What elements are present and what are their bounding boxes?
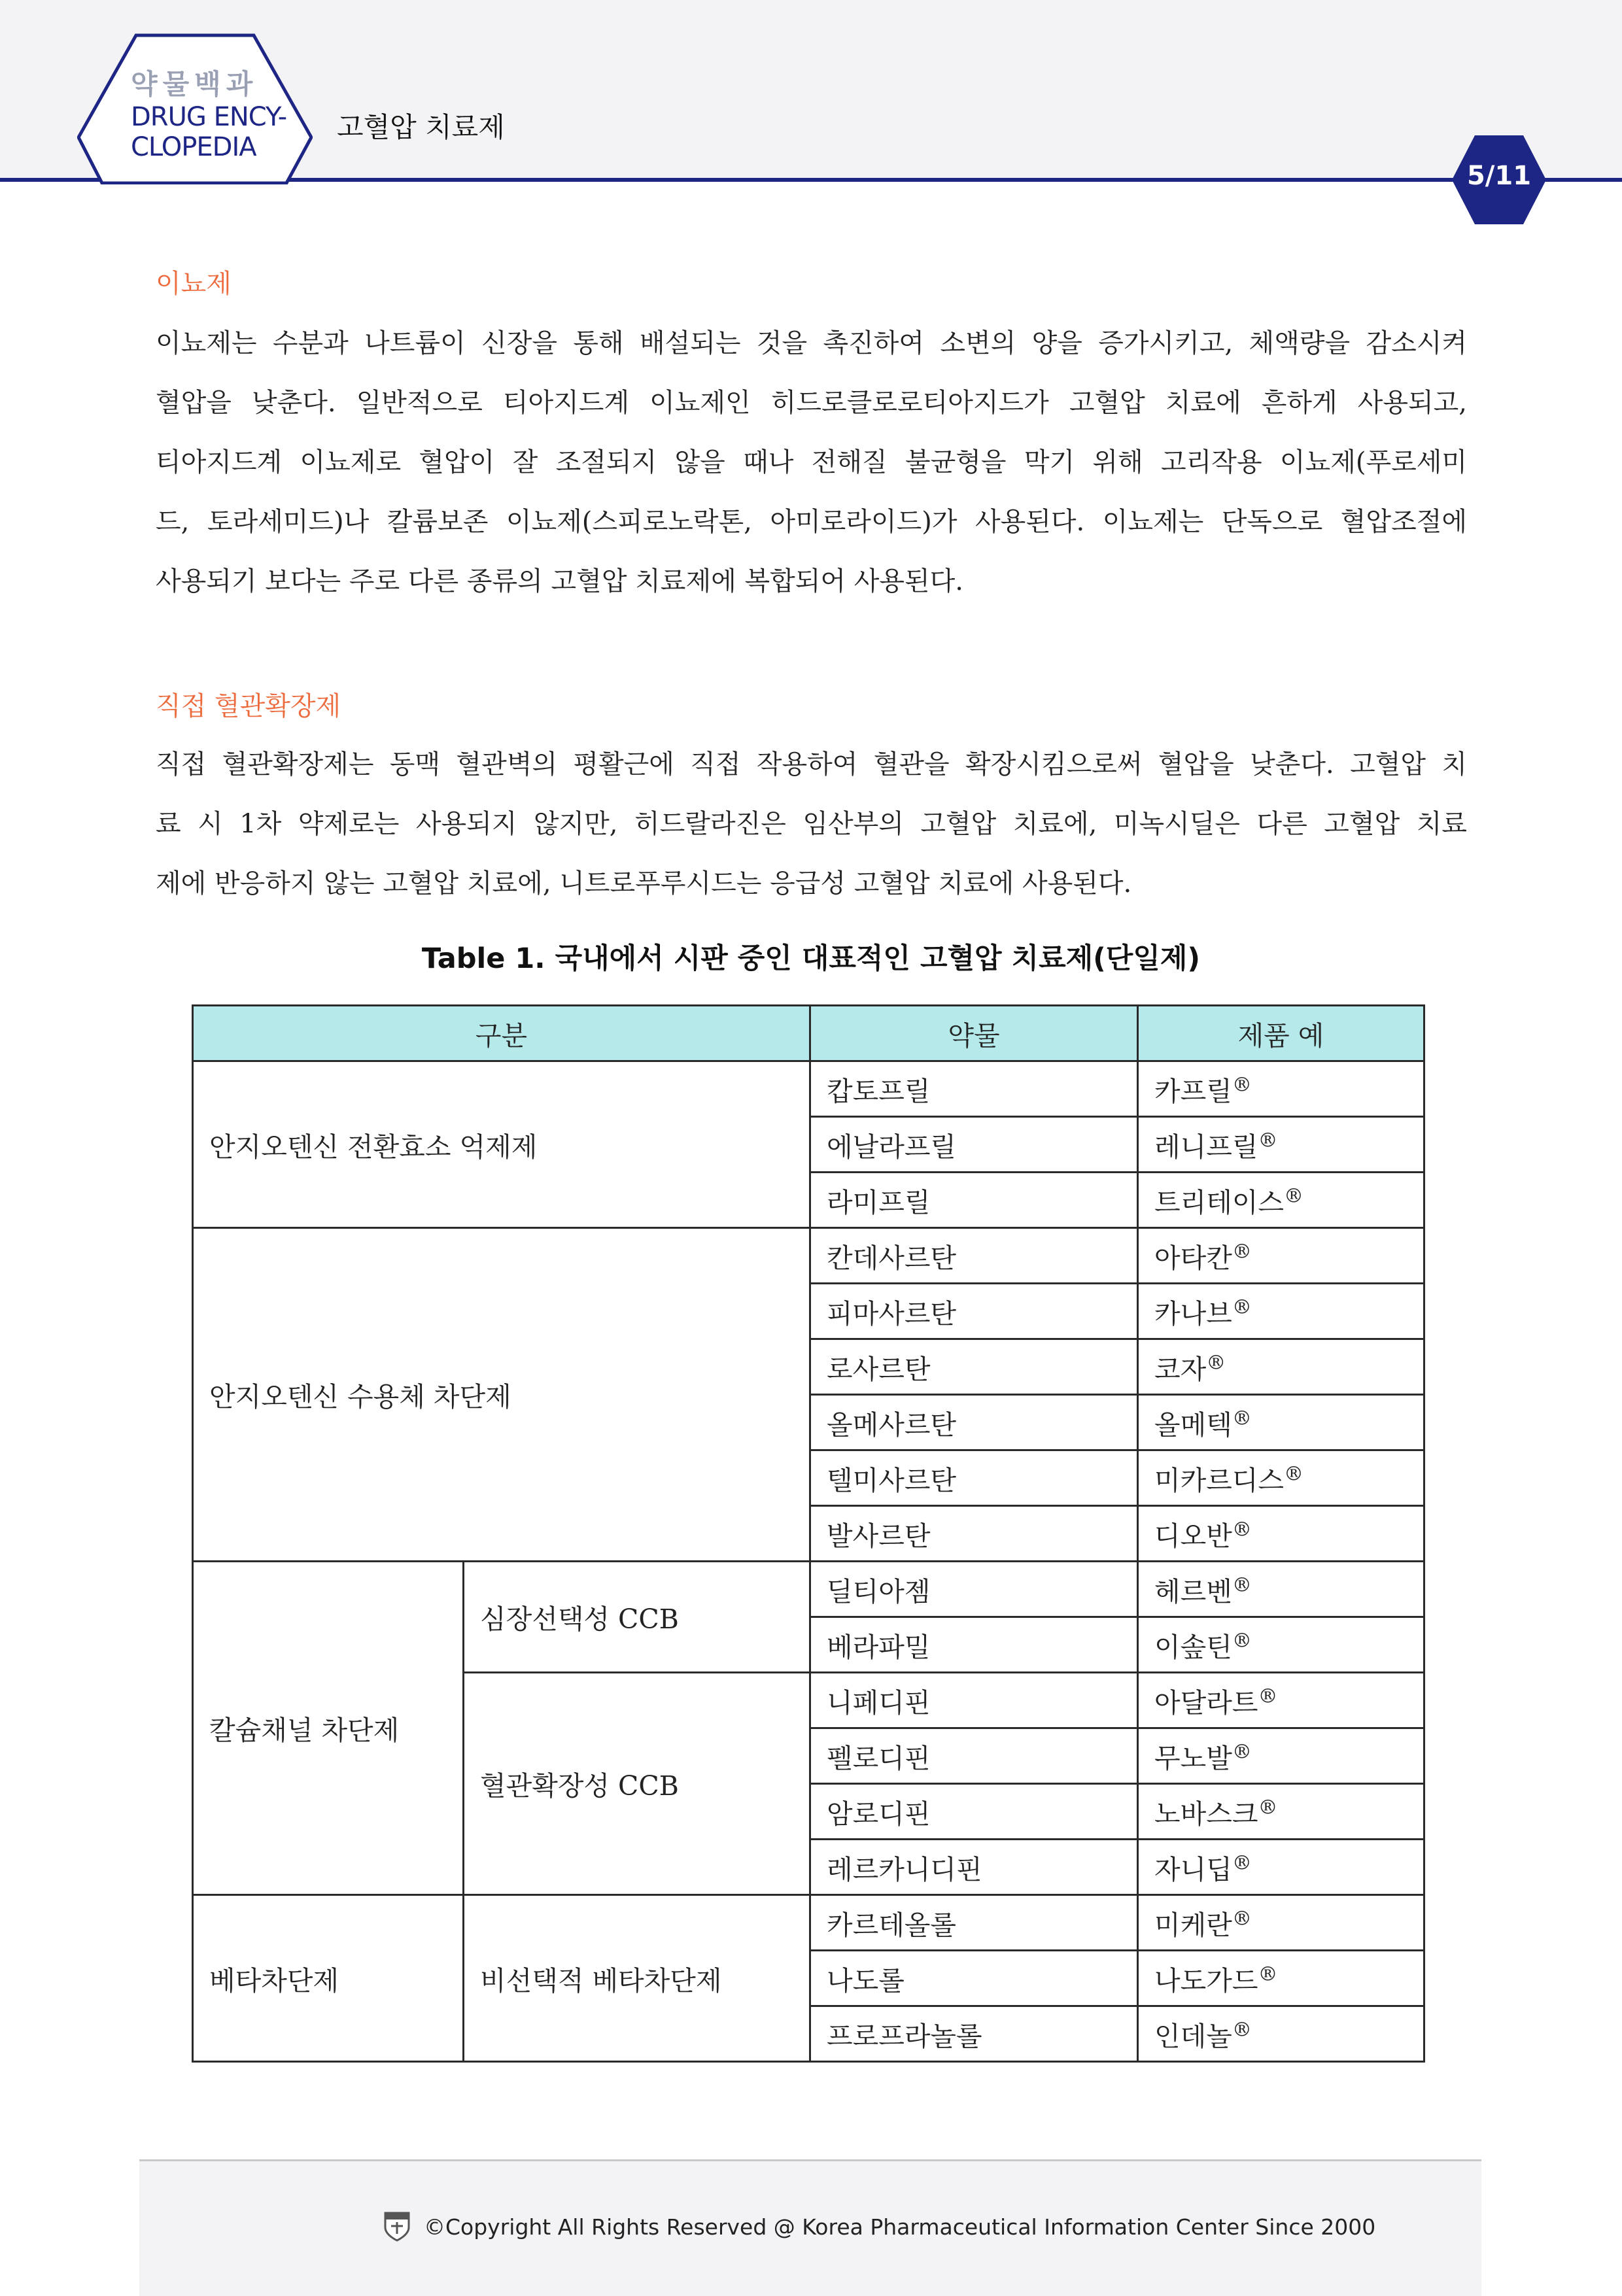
registered-mark: ®	[1232, 1295, 1252, 1318]
drug-cell: 암로디핀	[810, 1784, 1138, 1840]
registered-mark: ®	[1232, 1573, 1252, 1596]
drug-cell: 라미프릴	[810, 1173, 1138, 1228]
drug-cell: 텔미사르탄	[810, 1450, 1138, 1506]
drug-table	[192, 1004, 1425, 2063]
section-body-diuretics	[156, 314, 1467, 611]
product-cell: 자니딥®	[1138, 1840, 1424, 1895]
drug-cell: 딜티아젬	[810, 1562, 1138, 1617]
product-cell: 노바스크®	[1138, 1784, 1424, 1840]
header-category: 구분	[193, 1006, 810, 1061]
body-line: 티아지드계 이뇨제로 혈압이 잘 조절되지 않을 때나 전해질 불균형을 막기 위해 고리작용 이뇨제(푸로세미	[156, 447, 1467, 477]
drug-cell: 펠로디핀	[810, 1728, 1138, 1784]
drug-cell: 나도롤	[810, 1951, 1138, 2006]
drug-cell: 프로프라놀롤	[810, 2006, 1138, 2062]
registered-mark: ®	[1258, 1795, 1278, 1819]
registered-mark: ®	[1232, 1851, 1252, 1874]
body-line: 이뇨제는 수분과 나트륨이 신장을 통해 배설되는 것을 촉진하여 소변의 양을 증가시키고, 체액량을 감소시켜	[156, 328, 1467, 358]
product-cell: 카프릴®	[1138, 1061, 1424, 1117]
product-cell: 올메텍®	[1138, 1395, 1424, 1450]
product-cell: 인데놀®	[1138, 2006, 1424, 2062]
product-cell: 나도가드®	[1138, 1951, 1424, 2006]
drug-cell: 카르테올롤	[810, 1895, 1138, 1951]
logo-english-line1: DRUG ENCY-	[131, 102, 287, 132]
section-title-vasodilators: 직접 혈관확장제	[156, 691, 341, 721]
subcategory-cell: 비선택적 베타차단제	[464, 1895, 810, 2062]
category-cell: 베타차단제	[193, 1895, 464, 2062]
header-product: 제품 예	[1138, 1006, 1424, 1061]
product-cell: 무노발®	[1138, 1728, 1424, 1784]
body-line: 제에 반응하지 않는 고혈압 치료에, 니트로푸루시드는 응급성 고혈압 치료에 사용된다.	[156, 868, 1132, 899]
table-row	[193, 1562, 1424, 1617]
copyright-text: ©Copyright All Rights Reserved @ Korea Pharmaceutical Information Center Since 2000	[424, 2214, 1376, 2240]
table-row	[193, 1895, 1424, 1951]
drug-cell: 에날라프릴	[810, 1117, 1138, 1173]
body-line: 드, 토라세미드)나 칼륨보존 이뇨제(스피로노락톤, 아미로라이드)가 사용된다. 이뇨제는 단독으로 혈압조절에	[156, 507, 1467, 537]
drug-cell: 베라파밀	[810, 1617, 1138, 1673]
product-cell: 미카르디스®	[1138, 1450, 1424, 1506]
product-cell: 이솦틴®	[1138, 1617, 1424, 1673]
product-cell: 미케란®	[1138, 1895, 1424, 1951]
table-header-row	[193, 1006, 1424, 1061]
body-line: 직접 혈관확장제는 동맥 혈관벽의 평활근에 직접 작용하여 혈관을 확장시킴으로써 혈압을 낮춘다. 고혈압 치	[156, 749, 1467, 780]
registered-mark: ®	[1232, 2017, 1252, 2041]
section-body-vasodilators	[156, 735, 1467, 914]
product-cell: 코자®	[1138, 1339, 1424, 1395]
registered-mark: ®	[1232, 1406, 1252, 1430]
product-cell: 아달라트®	[1138, 1673, 1424, 1728]
drug-cell: 발사르탄	[810, 1506, 1138, 1562]
page-number: 5/11	[1466, 161, 1532, 191]
product-cell: 아타칸®	[1138, 1228, 1424, 1284]
logo	[131, 63, 286, 162]
drug-cell: 올메사르탄	[810, 1395, 1138, 1450]
drug-cell: 피마사르탄	[810, 1284, 1138, 1339]
table-row	[193, 1061, 1424, 1117]
registered-mark: ®	[1258, 1962, 1278, 1985]
kpic-shield-icon	[383, 2210, 411, 2242]
registered-mark: ®	[1232, 1628, 1252, 1652]
logo-english-line2: CLOPEDIA	[131, 132, 256, 162]
drug-cell: 캅토프릴	[810, 1061, 1138, 1117]
registered-mark: ®	[1232, 1072, 1252, 1096]
registered-mark: ®	[1206, 1350, 1226, 1374]
registered-mark: ®	[1258, 1128, 1278, 1152]
header-drug: 약물	[810, 1006, 1138, 1061]
product-cell: 트리테이스®	[1138, 1173, 1424, 1228]
subcategory-cell: 심장선택성 CCB	[464, 1562, 810, 1673]
registered-mark: ®	[1232, 1517, 1252, 1541]
registered-mark: ®	[1232, 1239, 1252, 1263]
category-cell: 안지오텐신 수용체 차단제	[193, 1228, 810, 1562]
table-row	[193, 1228, 1424, 1284]
body-line: 혈압을 낮춘다. 일반적으로 티아지드계 이뇨제인 히드로클로로티아지드가 고혈압 치료에 흔하게 사용되고,	[156, 388, 1467, 418]
table-caption: Table 1. 국내에서 시판 중인 대표적인 고혈압 치료제(단일제)	[421, 942, 1201, 975]
registered-mark: ®	[1232, 1739, 1252, 1763]
product-cell: 레니프릴®	[1138, 1117, 1424, 1173]
category-cell: 칼슘채널 차단제	[193, 1562, 464, 1895]
body-line: 사용되기 보다는 주로 다른 종류의 고혈압 치료제에 복합되어 사용된다.	[156, 566, 963, 596]
product-cell: 디오반®	[1138, 1506, 1424, 1562]
registered-mark: ®	[1258, 1684, 1278, 1707]
registered-mark: ®	[1232, 1906, 1252, 1930]
drug-cell: 로사르탄	[810, 1339, 1138, 1395]
subcategory-cell: 혈관확장성 CCB	[464, 1673, 810, 1895]
product-cell: 헤르벤®	[1138, 1562, 1424, 1617]
product-cell: 카나브®	[1138, 1284, 1424, 1339]
drug-cell: 레르카니디핀	[810, 1840, 1138, 1895]
logo-korean: 약물백과	[131, 68, 258, 100]
section-title-diuretics: 이뇨제	[156, 269, 232, 299]
registered-mark: ®	[1284, 1184, 1304, 1207]
registered-mark: ®	[1284, 1462, 1304, 1485]
drug-cell: 니페디핀	[810, 1673, 1138, 1728]
category-cell: 안지오텐신 전환효소 억제제	[193, 1061, 810, 1228]
page-title: 고혈압 치료제	[337, 111, 505, 143]
drug-cell: 칸데사르탄	[810, 1228, 1138, 1284]
body-line: 료 시 1차 약제로는 사용되지 않지만, 히드랄라진은 임산부의 고혈압 치료에, 미녹시딜은 다른 고혈압 치료	[156, 809, 1467, 839]
